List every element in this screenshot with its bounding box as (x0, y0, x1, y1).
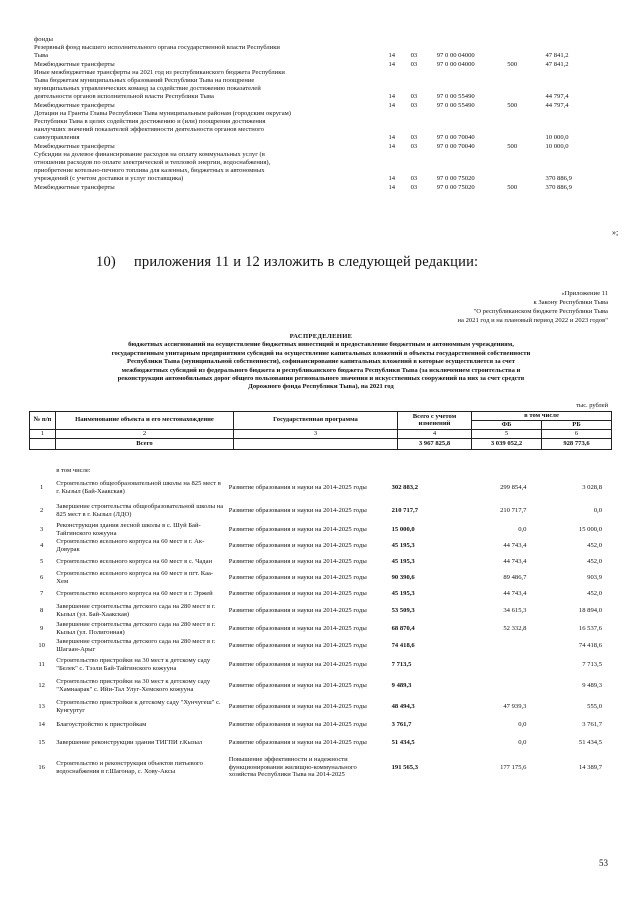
section-code: 14 (388, 60, 396, 68)
row-total: 302 883,2 (391, 483, 418, 491)
row-number: 10 (38, 641, 45, 649)
row-number: 8 (39, 606, 44, 614)
program-name: Развитие образования и науки на 2014-2025 годы (228, 606, 367, 614)
description-line: Межбюджетные трансферты (34, 101, 115, 109)
row-number: 9 (39, 624, 44, 632)
row-number: 4 (39, 541, 44, 549)
object-name: Реконструкция здания лесной школы в с. Шуй Бай-Тайгинского кожууна (56, 522, 201, 537)
amount: 44 797,4 (545, 93, 569, 101)
expense-type-code (503, 44, 539, 60)
distribution-table-header (29, 411, 612, 450)
row-fb (461, 654, 537, 675)
continuation-row (34, 110, 606, 143)
amount: 47 841,2 (545, 52, 569, 60)
row-total: 9 489,3 (391, 681, 412, 689)
appendix-line: «Приложение 11 (561, 290, 608, 297)
description-line: самоуправления (34, 134, 80, 142)
row-total: 53 509,3 (391, 606, 415, 614)
section-code: 14 (388, 183, 396, 191)
row-rb: 452,0 (587, 557, 602, 565)
subsection-code: 03 (410, 134, 418, 142)
header-number: № п/п (30, 412, 56, 430)
program-name: Развитие образования и науки на 2014-2025 годы (228, 720, 367, 728)
row-number: 14 (38, 720, 45, 728)
row-fb: 177 175,6 (500, 763, 527, 771)
object-name: Строительство пристройки на 30 мест к детскому саду "Белек" с. Тээли Бай-Тайгинского кожууна (56, 657, 211, 672)
program-name: Развитие образования и науки на 2014-2025 годы (228, 525, 367, 533)
table-row (29, 696, 612, 717)
continuation-row (34, 102, 606, 110)
row-number: 11 (38, 660, 45, 668)
description-line: Межбюджетные трансферты (34, 183, 115, 191)
target-article-code: 97 0 00 04000 (436, 52, 475, 60)
object-name: Завершение строительства детского сада на 280 мест в г. Кызыл (ул. Полигонная) (56, 621, 216, 636)
including-label: в том числе: (56, 467, 91, 475)
appendix-reference (457, 289, 608, 325)
amount: 44 797,4 (545, 101, 569, 109)
including-row (29, 466, 612, 476)
table-row (29, 522, 612, 537)
row-rb: 14 389,7 (578, 763, 602, 771)
row-description (34, 44, 386, 60)
row-description (34, 143, 386, 151)
row-fb: 34 615,3 (503, 606, 527, 614)
table-row (29, 499, 612, 522)
continuation-table-body (34, 36, 606, 192)
object-name: Завершение строительства детского сада на 280 мест в г. Шагаан-Арыг (56, 638, 216, 653)
table-row (29, 675, 612, 696)
page-number: 53 (599, 858, 608, 868)
program-name: Повышение эффективности и надежности функционирования жилищно-коммунального хозяйства Республики Тыва на 2014-2025 (228, 756, 357, 779)
program-name: Развитие образования и науки на 2014-2025 годы (228, 573, 367, 581)
description-line: наилучших значений показателей эффективности деятельности органов местного (34, 126, 264, 134)
document-title (30, 333, 612, 392)
row-rb: 452,0 (587, 541, 602, 549)
row-rb: 3 028,8 (582, 483, 602, 491)
description-line: учреждений (с учетом доставки и услуг поставщика) (34, 175, 184, 183)
description-line: деятельности органов исполнительной власти Республики Тыва (34, 93, 214, 101)
subsection-code: 03 (410, 93, 418, 101)
row-rb: 903,9 (587, 573, 602, 581)
appendix-line: "О республиканском бюджете Республики Тыва (473, 308, 608, 315)
header-object-name: Наименование объекта и его местонахождение (56, 412, 234, 430)
subsection-code: 03 (410, 101, 418, 109)
row-fb: 52 332,8 (503, 624, 527, 632)
row-number: 16 (38, 763, 45, 771)
object-name: Строительство ясельного корпуса на 60 мест в пгт. Каа-Хем (56, 570, 214, 585)
continuation-table (34, 36, 606, 192)
row-total: 90 390,6 (391, 573, 415, 581)
title-line: межбюджетных субсидий из федерального бюджета и республиканского бюджета Республики Тыва (за исключением строительства и (121, 366, 521, 374)
expense-type-code (503, 151, 539, 184)
header-including: в том числе (472, 412, 612, 421)
row-number: 15 (38, 738, 45, 746)
row-number: 2 (39, 506, 44, 514)
continuation-row (34, 184, 606, 192)
row-fb: 44 743,4 (503, 589, 527, 597)
column-index: 1 (30, 429, 56, 438)
row-number: 13 (38, 702, 45, 710)
object-name: Строительство пристройки к детскому саду "Хунчугеш" с. Кунгуртуг (56, 699, 221, 714)
row-description (34, 110, 386, 143)
description-line: отношении расходов по оплате электрической и тепловой энергии, водоснабжения), (34, 159, 271, 167)
title-line: Дорожного фонда Республики Тыва), на 2021 год (248, 383, 394, 391)
table-row (29, 476, 612, 499)
target-article-code: 97 0 00 70040 (436, 134, 475, 142)
subsection-code: 03 (410, 52, 418, 60)
row-total: 68 870,4 (391, 624, 415, 632)
row-total: 3 761,7 (391, 720, 412, 728)
row-total: 48 494,3 (391, 702, 415, 710)
row-fb: 44 743,4 (503, 541, 527, 549)
row-number: 1 (39, 483, 44, 491)
table-row (29, 537, 612, 554)
target-article-code: 97 0 00 75020 (436, 183, 475, 191)
subsection-code: 03 (410, 183, 418, 191)
description-line: Резервный фонд высшего исполнительного органа государственной власти Республики (34, 44, 280, 52)
total-fb: 3 039 052,2 (472, 438, 542, 449)
section-heading (96, 254, 478, 271)
row-rb: 0,0 (593, 506, 602, 514)
total-label: Всего (56, 438, 234, 449)
subsection-code: 03 (410, 60, 418, 68)
object-name: Завершение строительства детского сада на 280 мест в г. Кызыл (ул. Бай-Хаакская) (56, 603, 216, 618)
column-index: 6 (542, 429, 612, 438)
section-code: 14 (388, 52, 396, 60)
row-fb: 89 486,7 (503, 573, 527, 581)
description-line: Межбюджетные трансферты (34, 142, 115, 150)
row-description (34, 61, 386, 69)
units-label: тыс. рублей (576, 402, 608, 409)
header-fb: ФБ (472, 420, 542, 429)
row-rb: 74 418,6 (578, 641, 602, 649)
description-line: фонды (34, 36, 53, 43)
section-code: 14 (388, 142, 396, 150)
program-name: Развитие образования и науки на 2014-2025 годы (228, 589, 367, 597)
description-line: Тыва (34, 52, 49, 60)
row-fb (461, 675, 537, 696)
section-code: 14 (388, 101, 396, 109)
row-description (34, 102, 386, 110)
column-index: 3 (234, 429, 398, 438)
program-name: Развитие образования и науки на 2014-2025 годы (228, 506, 367, 514)
row-total: 45 195,3 (391, 541, 415, 549)
section-code: 14 (388, 93, 396, 101)
object-name: Строительство общеобразовательной школы на 825 мест в г. Кызыл (Бай-Хаакская) (56, 479, 221, 495)
column-index: 5 (472, 429, 542, 438)
program-name: Развитие образования и науки на 2014-2025 годы (228, 641, 367, 649)
description-line: Дотации на Гранты Главы Республики Тыва муниципальным районам (городским округам) (34, 109, 292, 117)
row-fb: 210 717,7 (500, 506, 527, 514)
row-fb: 44 743,4 (503, 557, 527, 565)
header-total: Всего с учетом изменений (398, 412, 472, 430)
table-row (29, 717, 612, 732)
program-name: Развитие образования и науки на 2014-2025 годы (228, 624, 367, 632)
title-line: реконструкции автомобильных дорог общего пользования регионального значения и искусственных сооружений на них за счет средств (117, 375, 525, 383)
expense-type-code: 500 (507, 60, 518, 68)
distribution-table-body (29, 466, 612, 782)
row-fb: 0,0 (518, 525, 527, 533)
title-line: бюджетных ассигнований на осуществление бюджетных инвестиций и предоставление бюджетным и автономным учреждениям, (128, 341, 514, 349)
description-line: Республики Тыва в целях содействия достижению и (или) поощрения достижения (34, 118, 266, 126)
amount: 370 886,9 (545, 175, 572, 183)
subsection-code: 03 (410, 175, 418, 183)
row-rb: 16 537,6 (578, 624, 602, 632)
row-total: 7 713,5 (391, 660, 412, 668)
target-article-code: 97 0 00 04000 (436, 60, 475, 68)
program-name: Развитие образования и науки на 2014-2025 годы (228, 660, 367, 668)
row-rb: 18 894,0 (578, 606, 602, 614)
distribution-rows (29, 466, 612, 782)
row-fb (461, 637, 537, 654)
object-name: Строительство ясельного корпуса на 60 мест в г. Эржей (56, 589, 213, 597)
row-rb: 452,0 (587, 589, 602, 597)
program-name: Развитие образования и науки на 2014-2025 годы (228, 541, 367, 549)
header-rb: РБ (542, 420, 612, 429)
amount: 10 000,0 (545, 142, 569, 150)
target-article-code (433, 36, 503, 44)
row-number: 6 (39, 573, 44, 581)
target-article-code: 97 0 00 70040 (436, 142, 475, 150)
row-description (34, 184, 386, 192)
target-article-code: 97 0 00 55490 (436, 101, 475, 109)
row-rb: 51 434,5 (578, 738, 602, 746)
section-number: 10) (96, 254, 116, 270)
amount: 10 000,0 (545, 134, 569, 142)
row-total: 191 565,3 (391, 763, 418, 771)
object-name: Завершение реконструкции здания ТИГПИ г.Кызыл (56, 738, 203, 746)
table-row (29, 732, 612, 753)
amount (539, 36, 606, 44)
table-row (29, 654, 612, 675)
table-row (29, 601, 612, 620)
section-code: 14 (388, 134, 396, 142)
object-name: Строительство пристройки на 30 мест к детскому саду "Хамнаарак" с. Ийи-Тал Улуг-Хемского кожууна (56, 678, 211, 693)
object-name: Завершение строительства общеобразовательной школы на 825 мест в г. Кызыл (ЛДО) (56, 502, 224, 518)
object-name: Благоустройство к пристройкам (56, 720, 147, 728)
description-line: приобретение котельно-печного топлива для казенных, бюджетных и автономных (34, 167, 265, 175)
row-total: 15 000,0 (391, 525, 415, 533)
row-total: 210 717,7 (391, 506, 418, 514)
column-index: 2 (56, 429, 234, 438)
row-description (34, 151, 386, 184)
amount: 47 841,2 (545, 60, 569, 68)
continuation-row (34, 61, 606, 69)
expense-type-code: 500 (507, 142, 518, 150)
table-row (29, 569, 612, 586)
row-number: 5 (39, 557, 44, 565)
table-row (29, 637, 612, 654)
row-fb: 299 854,4 (500, 483, 527, 491)
section-heading-text: приложения 11 и 12 изложить в следующей редакции: (133, 254, 479, 270)
continuation-row (34, 151, 606, 184)
appendix-line: к Закону Республики Тыва (533, 299, 608, 306)
total-rb: 928 773,6 (542, 438, 612, 449)
column-index-row (30, 429, 612, 438)
table-row (29, 554, 612, 569)
continuation-row (34, 44, 606, 60)
row-rb: 7 713,5 (582, 660, 602, 668)
row-fb: 47 939,3 (503, 702, 527, 710)
program-name: Развитие образования и науки на 2014-2025 годы (228, 557, 367, 565)
total-row (30, 438, 612, 449)
expense-type-code: 500 (507, 183, 518, 191)
title-heading: РАСПРЕДЕЛЕНИЕ (289, 333, 353, 340)
title-line: государственным унитарным предприятиям субсидий на осуществление капитальных вложений в объекты государственной собственности (111, 349, 531, 357)
closing-quote-mark: »; (612, 228, 619, 237)
continuation-row (34, 69, 606, 102)
row-fb: 0,0 (518, 738, 527, 746)
subsection-code (411, 36, 433, 44)
target-article-code: 97 0 00 75020 (436, 175, 475, 183)
row-description (34, 69, 386, 102)
table-row (29, 586, 612, 601)
row-rb: 3 761,7 (582, 720, 602, 728)
subsection-code: 03 (410, 142, 418, 150)
column-index: 4 (398, 429, 472, 438)
row-number: 7 (39, 589, 44, 597)
description-line: Иные межбюджетные трансферты на 2021 год из республиканского бюджета Республики (34, 68, 285, 76)
continuation-row (34, 36, 606, 44)
title-line: Республики Тыва (муниципальной собственности), софинансирование капитальных вложений в которые осуществляется за счет (127, 358, 515, 366)
row-fb: 0,0 (518, 720, 527, 728)
expense-type-code (503, 36, 539, 44)
row-description (34, 36, 386, 44)
program-name: Развитие образования и науки на 2014-2025 годы (228, 681, 367, 689)
program-name: Развитие образования и науки на 2014-2025 годы (228, 483, 367, 491)
row-rb: 555,0 (587, 702, 602, 710)
description-line: муниципальных управленческих команд за содействие достижению показателей (34, 85, 261, 93)
amount: 370 886,9 (545, 183, 572, 191)
description-line: Межбюджетные трансферты (34, 60, 115, 68)
row-total: 45 195,3 (391, 589, 415, 597)
row-rb: 15 000,0 (578, 525, 602, 533)
object-name: Строительство и реконструкция объектов питьевого водоснабжения в г.Шагонар, с. Хову-Аксы (56, 760, 203, 775)
program-name: Развитие образования и науки на 2014-2025 годы (228, 738, 367, 746)
target-article-code: 97 0 00 55490 (436, 93, 475, 101)
description-line: Тыва бюджетам муниципальных образований Республики Тыва на поощрение (34, 77, 255, 85)
table-row (29, 753, 612, 782)
row-total: 45 195,3 (391, 557, 415, 565)
continuation-row (34, 143, 606, 151)
object-name: Строительство ясельного корпуса на 60 мест в г. Ак-Довурак (56, 538, 205, 553)
total-value: 3 967 825,8 (398, 438, 472, 449)
program-name: Развитие образования и науки на 2014-2025 годы (228, 702, 367, 710)
row-number: 12 (38, 681, 45, 689)
header-program: Государственная программа (234, 412, 398, 430)
row-total: 74 418,6 (391, 641, 415, 649)
section-code (386, 36, 410, 44)
row-number: 3 (39, 525, 44, 533)
section-code: 14 (388, 175, 396, 183)
table-row (29, 620, 612, 637)
row-total: 51 434,5 (391, 738, 415, 746)
row-rb: 9 489,3 (582, 681, 602, 689)
expense-type-code (503, 69, 539, 102)
expense-type-code: 500 (507, 101, 518, 109)
appendix-line: на 2021 год и на плановый период 2022 и 2023 годов" (457, 317, 608, 324)
object-name: Строительство ясельного корпуса на 60 мест в с. Чадан (56, 557, 213, 565)
expense-type-code (503, 110, 539, 143)
description-line: Субсидии на долевое финансирование расходов на оплату коммунальных услуг (в (34, 150, 265, 158)
